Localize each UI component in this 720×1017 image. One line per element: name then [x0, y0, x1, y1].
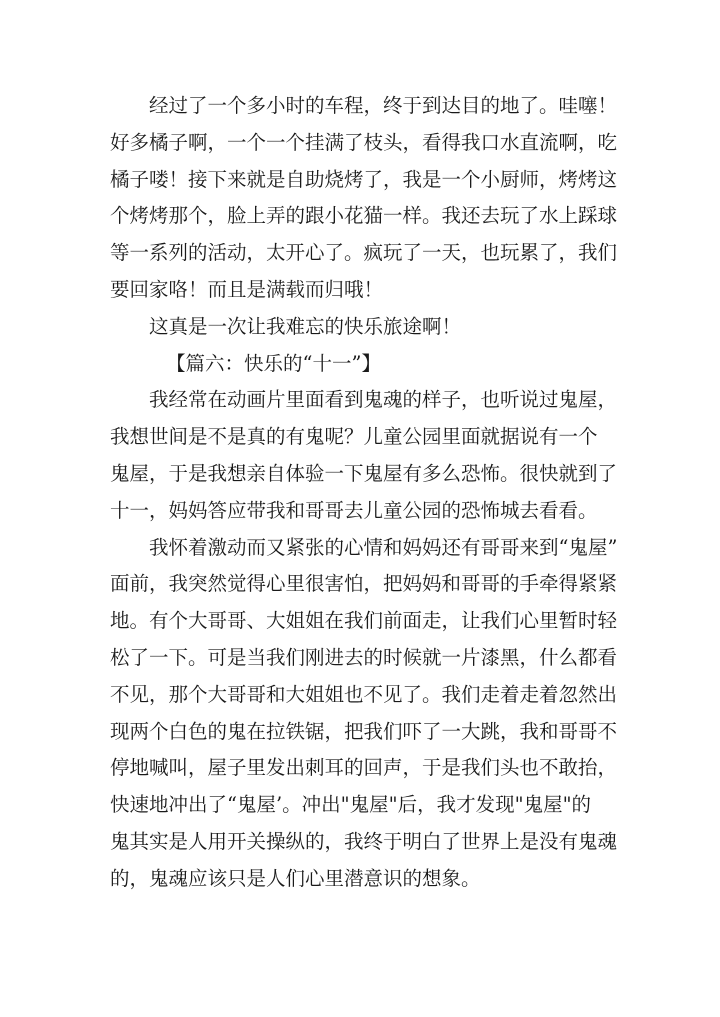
document-body	[110, 88, 620, 898]
text-line: 地。有个大哥哥、大姐姐在我们前面走，让我们心里暂时轻	[110, 609, 618, 633]
text-line: 停地喊叫，屋子里发出刺耳的回声，于是我们头也不敢抬，	[110, 756, 618, 780]
text-line: 这真是一次让我难忘的快乐旅途啊！	[149, 314, 462, 338]
text-line: 面前，我突然觉得心里很害怕，把妈妈和哥哥的手牵得紧紧	[110, 572, 618, 596]
text-line: 我经常在动画片里面看到鬼魂的样子，也听说过鬼屋，	[149, 388, 618, 412]
text-line: 松了一下。可是当我们刚进去的时候就一片漆黑，什么都看	[110, 645, 618, 669]
text-line: 我想世间是不是真的有鬼呢？儿童公园里面就据说有一个	[110, 425, 598, 449]
text-line: 的，鬼魂应该只是人们心里潜意识的想象。	[110, 866, 481, 890]
text-line: 经过了一个多小时的车程，终于到达目的地了。哇噻！	[149, 94, 618, 117]
text-line: 现两个白色的鬼在拉铁锯，把我们吓了一大跳，我和哥哥不	[110, 719, 618, 743]
text-line: 我怀着激动而又紧张的心情和妈妈还有哥哥来到“鬼屋”	[149, 535, 618, 559]
text-line: 鬼其实是人用开关操纵的，我终于明白了世界上是没有鬼魂	[110, 829, 618, 853]
text-line: 个烤烤那个，脸上弄的跟小花猫一样。我还去玩了水上踩球	[110, 204, 618, 228]
section-heading: 【篇六：快乐的“十一”】	[166, 351, 381, 375]
text-line: 不见，那个大哥哥和大姐姐也不见了。我们走着走着忽然出	[110, 682, 618, 706]
text-line: 等一系列的活动，太开心了。疯玩了一天，也玩累了，我们	[110, 241, 618, 265]
text-line: 十一，妈妈答应带我和哥哥去儿童公园的恐怖城去看看。	[110, 498, 598, 522]
text-line: 要回家咯！而且是满载而归哦！	[110, 277, 384, 301]
text-line: 橘子喽！接下来就是自助烧烤了，我是一个小厨师，烤烤这	[110, 167, 618, 191]
text-line: 好多橘子啊，一个一个挂满了枝头，看得我口水直流啊，吃	[110, 130, 618, 154]
text-line: 鬼屋，于是我想亲自体验一下鬼屋有多么恐怖。很快就到了	[110, 461, 618, 485]
text-line: 快速地冲出了“鬼屋’。冲出"鬼屋"后，我才发现"鬼屋"的	[110, 793, 592, 817]
